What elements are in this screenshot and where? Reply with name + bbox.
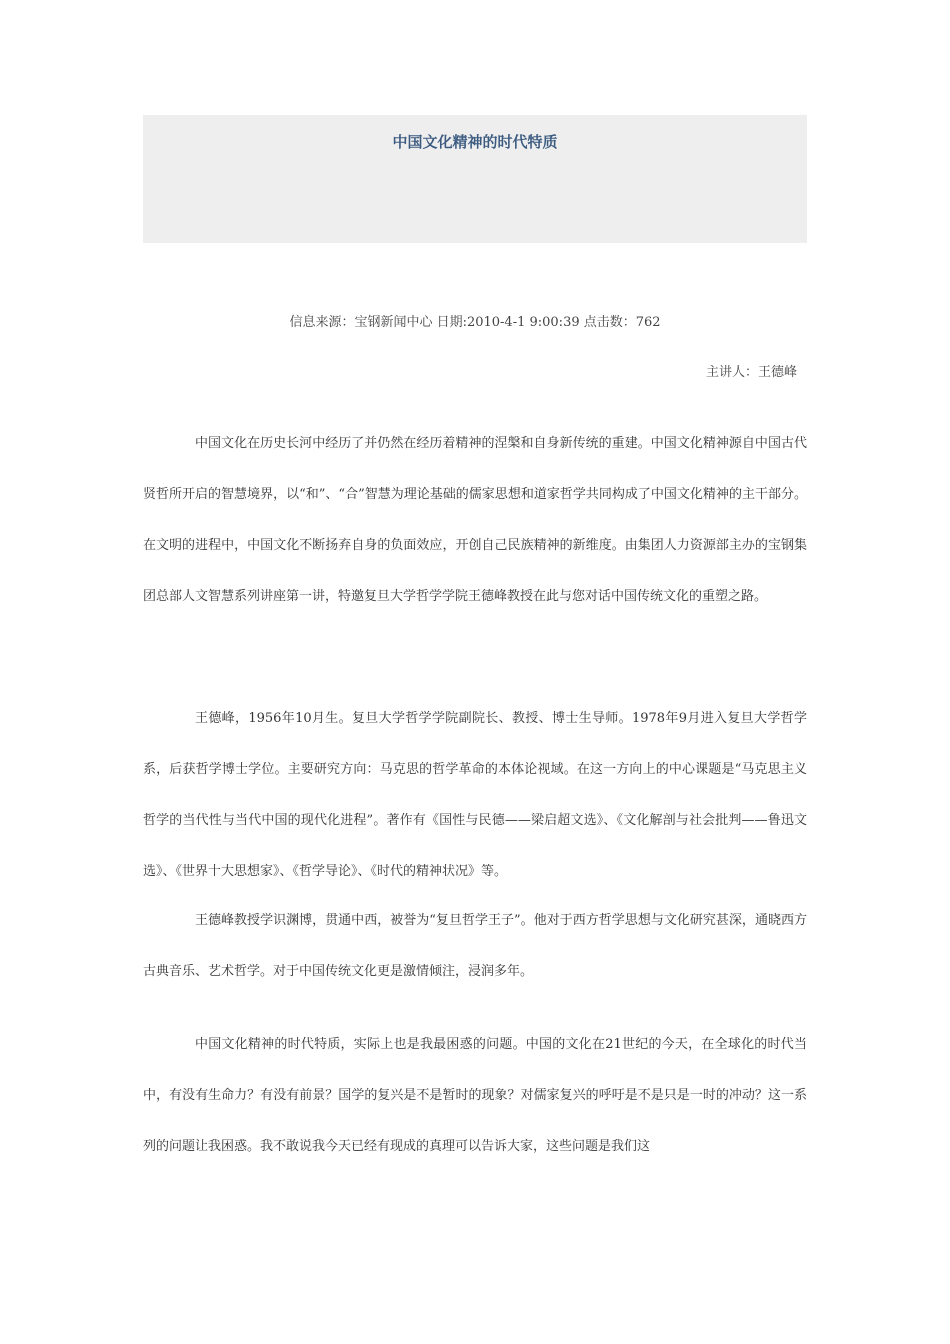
article-title: 中国文化精神的时代特质: [392, 133, 558, 151]
paragraph-lecture: 中国文化精神的时代特质，实际上也是我最困惑的问题。中国的文化在21世纪的今天，在全球化的时代当中，有没有生命力？有没有前景？国学的复兴是不是暂时的现象？对儒家复兴的呼吁是不是只是一时的冲动？这一系列的问题让我困惑。我不敢说我今天已经有现成的真理可以告诉大家，这些问题是我们这: [143, 1037, 807, 1154]
paragraph-profile: 王德峰教授学识渊博，贯通中西，被誉为“复旦哲学王子”。他对于西方哲学思想与文化研究甚深，通晓西方古典音乐、艺术哲学。对于中国传统文化更是激情倾注，浸润多年。: [143, 913, 807, 979]
article-meta: 信息来源：宝钢新闻中心 日期:2010-4-1 9:00:39 点击数：762: [289, 315, 661, 330]
paragraph-intro: 中国文化在历史长河中经历了并仍然在经历着精神的涅槃和自身新传统的重建。中国文化精神源自中国古代贤哲所开启的智慧境界，以“和”、“合”智慧为理论基础的儒家思想和道家哲学共同构成了中国文化精神的主干部分。在文明的进程中，中国文化不断扬弃自身的负面效应，开创自己民族精神的新维度。由集团人力资源部主办的宝钢集团总部人文智慧系列讲座第一讲，特邀复旦大学哲学学院王德峰教授在此与您对话中国传统文化的重塑之路。: [143, 436, 807, 604]
paragraph-biography: 王德峰，1956年10月生。复旦大学哲学学院副院长、教授、博士生导师。1978年9月进入复旦大学哲学系，后获哲学博士学位。主要研究方向：马克思的哲学革命的本体论视域。在这一方向上的中心课题是“马克思主义哲学的当代性与当代中国的现代化进程”。著作有《国性与民德——梁启超文选》、《文化解剖与社会批判——鲁迅文选》、《世界十大思想家》、《哲学导论》、《时代的精神状况》等。: [143, 711, 807, 879]
speaker-line: 主讲人：王德峰: [705, 365, 797, 380]
